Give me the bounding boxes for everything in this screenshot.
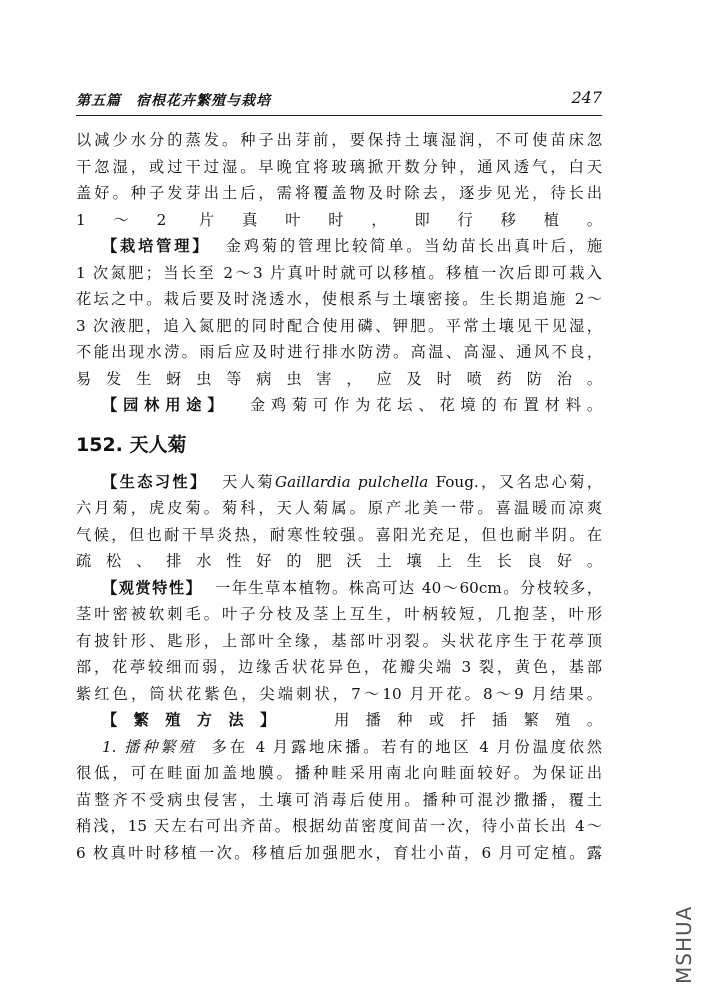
text-line	[76, 233, 602, 260]
text-line	[76, 575, 602, 602]
text-span: 用播种或扦插繁殖。	[334, 711, 602, 729]
text-span: 多在 4 月露地床播。若有的地区 4 月份温度依然	[211, 737, 602, 756]
text-line	[76, 707, 602, 734]
text-line: 苗整齐不受病虫侵害，土壤可消毒后使用。播种可混沙撒播，覆土	[76, 790, 602, 809]
text-line	[76, 469, 602, 496]
text-line: 六月菊，虎皮菊。菊科，天人菊属。原产北美一带。喜温暖而凉爽	[76, 499, 602, 517]
text-line: 易发生蚜虫等病虫害，应及时喷药防治。	[76, 369, 602, 388]
text-line: 花坛之中。栽后要及时浇透水，使根系与土壤密接。生长期追施 2～	[76, 290, 602, 308]
text-span: Foug.，又名忠心菊，	[435, 472, 602, 491]
text-line: 部，花葶较细而弱，边缘舌状花异色，花瓣尖端 3 裂，黄色，基部	[76, 658, 602, 676]
running-head	[76, 88, 602, 110]
text-line: 3 次液肥，追入氮肥的同时配合使用磷、钾肥。平常土壤见干见湿，	[76, 316, 602, 335]
text-line: 很低，可在畦面加盖地膜。播种畦采用南北向畦面较好。为保证出	[76, 764, 602, 782]
text-span: 金鸡菊的管理比较简单。当幼苗长出真叶后，施	[225, 237, 602, 255]
ornamental-tag: 【观赏特性】	[102, 578, 203, 597]
latin-name: Gaillardia pulchella	[274, 472, 429, 491]
text-line: 1～2 片真叶时，即行移植。	[76, 210, 602, 229]
text-span: 天人菊	[222, 472, 275, 491]
text-line: 以减少水分的蒸发。种子出芽前，要保持土壤湿润，不可使苗床忽	[76, 131, 602, 149]
paragraph-sowing-continued	[76, 127, 602, 233]
text-line	[76, 734, 602, 761]
cultivation-tag: 【栽培管理】	[102, 237, 211, 255]
text-line: 疏松、排水性好的肥沃土壤上生长良好。	[76, 552, 602, 570]
text-line: 干忽湿，或过干过湿。早晚宜将玻璃掀开数分钟，通风透气，白天	[76, 157, 602, 176]
header-rule	[76, 115, 602, 116]
paragraph-propagation	[76, 707, 602, 866]
paragraph-cultivation	[76, 233, 602, 392]
text-line: 有披针形、匙形，上部叶全缘，基部叶羽裂。头状花序生于花葶顶	[76, 631, 602, 650]
watermark-text: MSHUA	[672, 905, 696, 984]
text-line: 盖好。种子发芽出土后，需将覆盖物及时除去，逐步见光，待长出	[76, 184, 602, 202]
entry-number: 152.	[76, 433, 123, 456]
text-line	[76, 392, 602, 419]
text-line: 不能出现水涝。雨后应及时进行排水防涝。高温、高湿、通风不良，	[76, 343, 602, 361]
text-span: 一年生草本植物。株高可达 40～60cm。分枝较多，	[215, 578, 602, 597]
sowing-subheading: 1. 播种繁殖	[102, 737, 197, 756]
text-line: 茎叶密被软刺毛。叶子分枝及茎上互生，叶柄较短，几抱茎，叶形	[76, 605, 602, 623]
page-number: 247	[571, 88, 602, 107]
ecology-tag: 【生态习性】	[102, 472, 208, 491]
garden-use-tag: 【园林用途】	[102, 396, 229, 414]
text-line: 6 枚真叶时移植一次。移植后加强肥水，育壮小苗，6 月可定植。露	[76, 843, 602, 862]
propagation-tag: 【繁殖方法】	[102, 711, 292, 729]
paragraph-ecology	[76, 469, 602, 575]
text-line: 稍浅，15 天左右可出齐苗。根据幼苗密度间苗一次，待小苗长出 4～	[76, 817, 602, 835]
paragraph-garden-use	[76, 392, 602, 419]
text-span: 金鸡菊可作为花坛、花境的布置材料。	[249, 396, 602, 414]
paragraph-ornamental	[76, 575, 602, 708]
entry-heading	[76, 423, 602, 467]
entry-title: 天人菊	[129, 433, 187, 456]
section-title: 第五篇 宿根花卉繁殖与栽培	[76, 93, 271, 109]
page-body	[76, 127, 602, 866]
text-line: 1 次氮肥；当长至 2～3 片真叶时就可以移植。移植一次后即可栽入	[76, 263, 602, 282]
text-line: 紫红色，筒状花紫色，尖端刺状，7～10 月开花。8～9 月结果。	[76, 684, 602, 703]
text-line: 气候，但也耐干旱炎热，耐寒性较强。喜阳光充足，但也耐半阴。在	[76, 525, 602, 544]
